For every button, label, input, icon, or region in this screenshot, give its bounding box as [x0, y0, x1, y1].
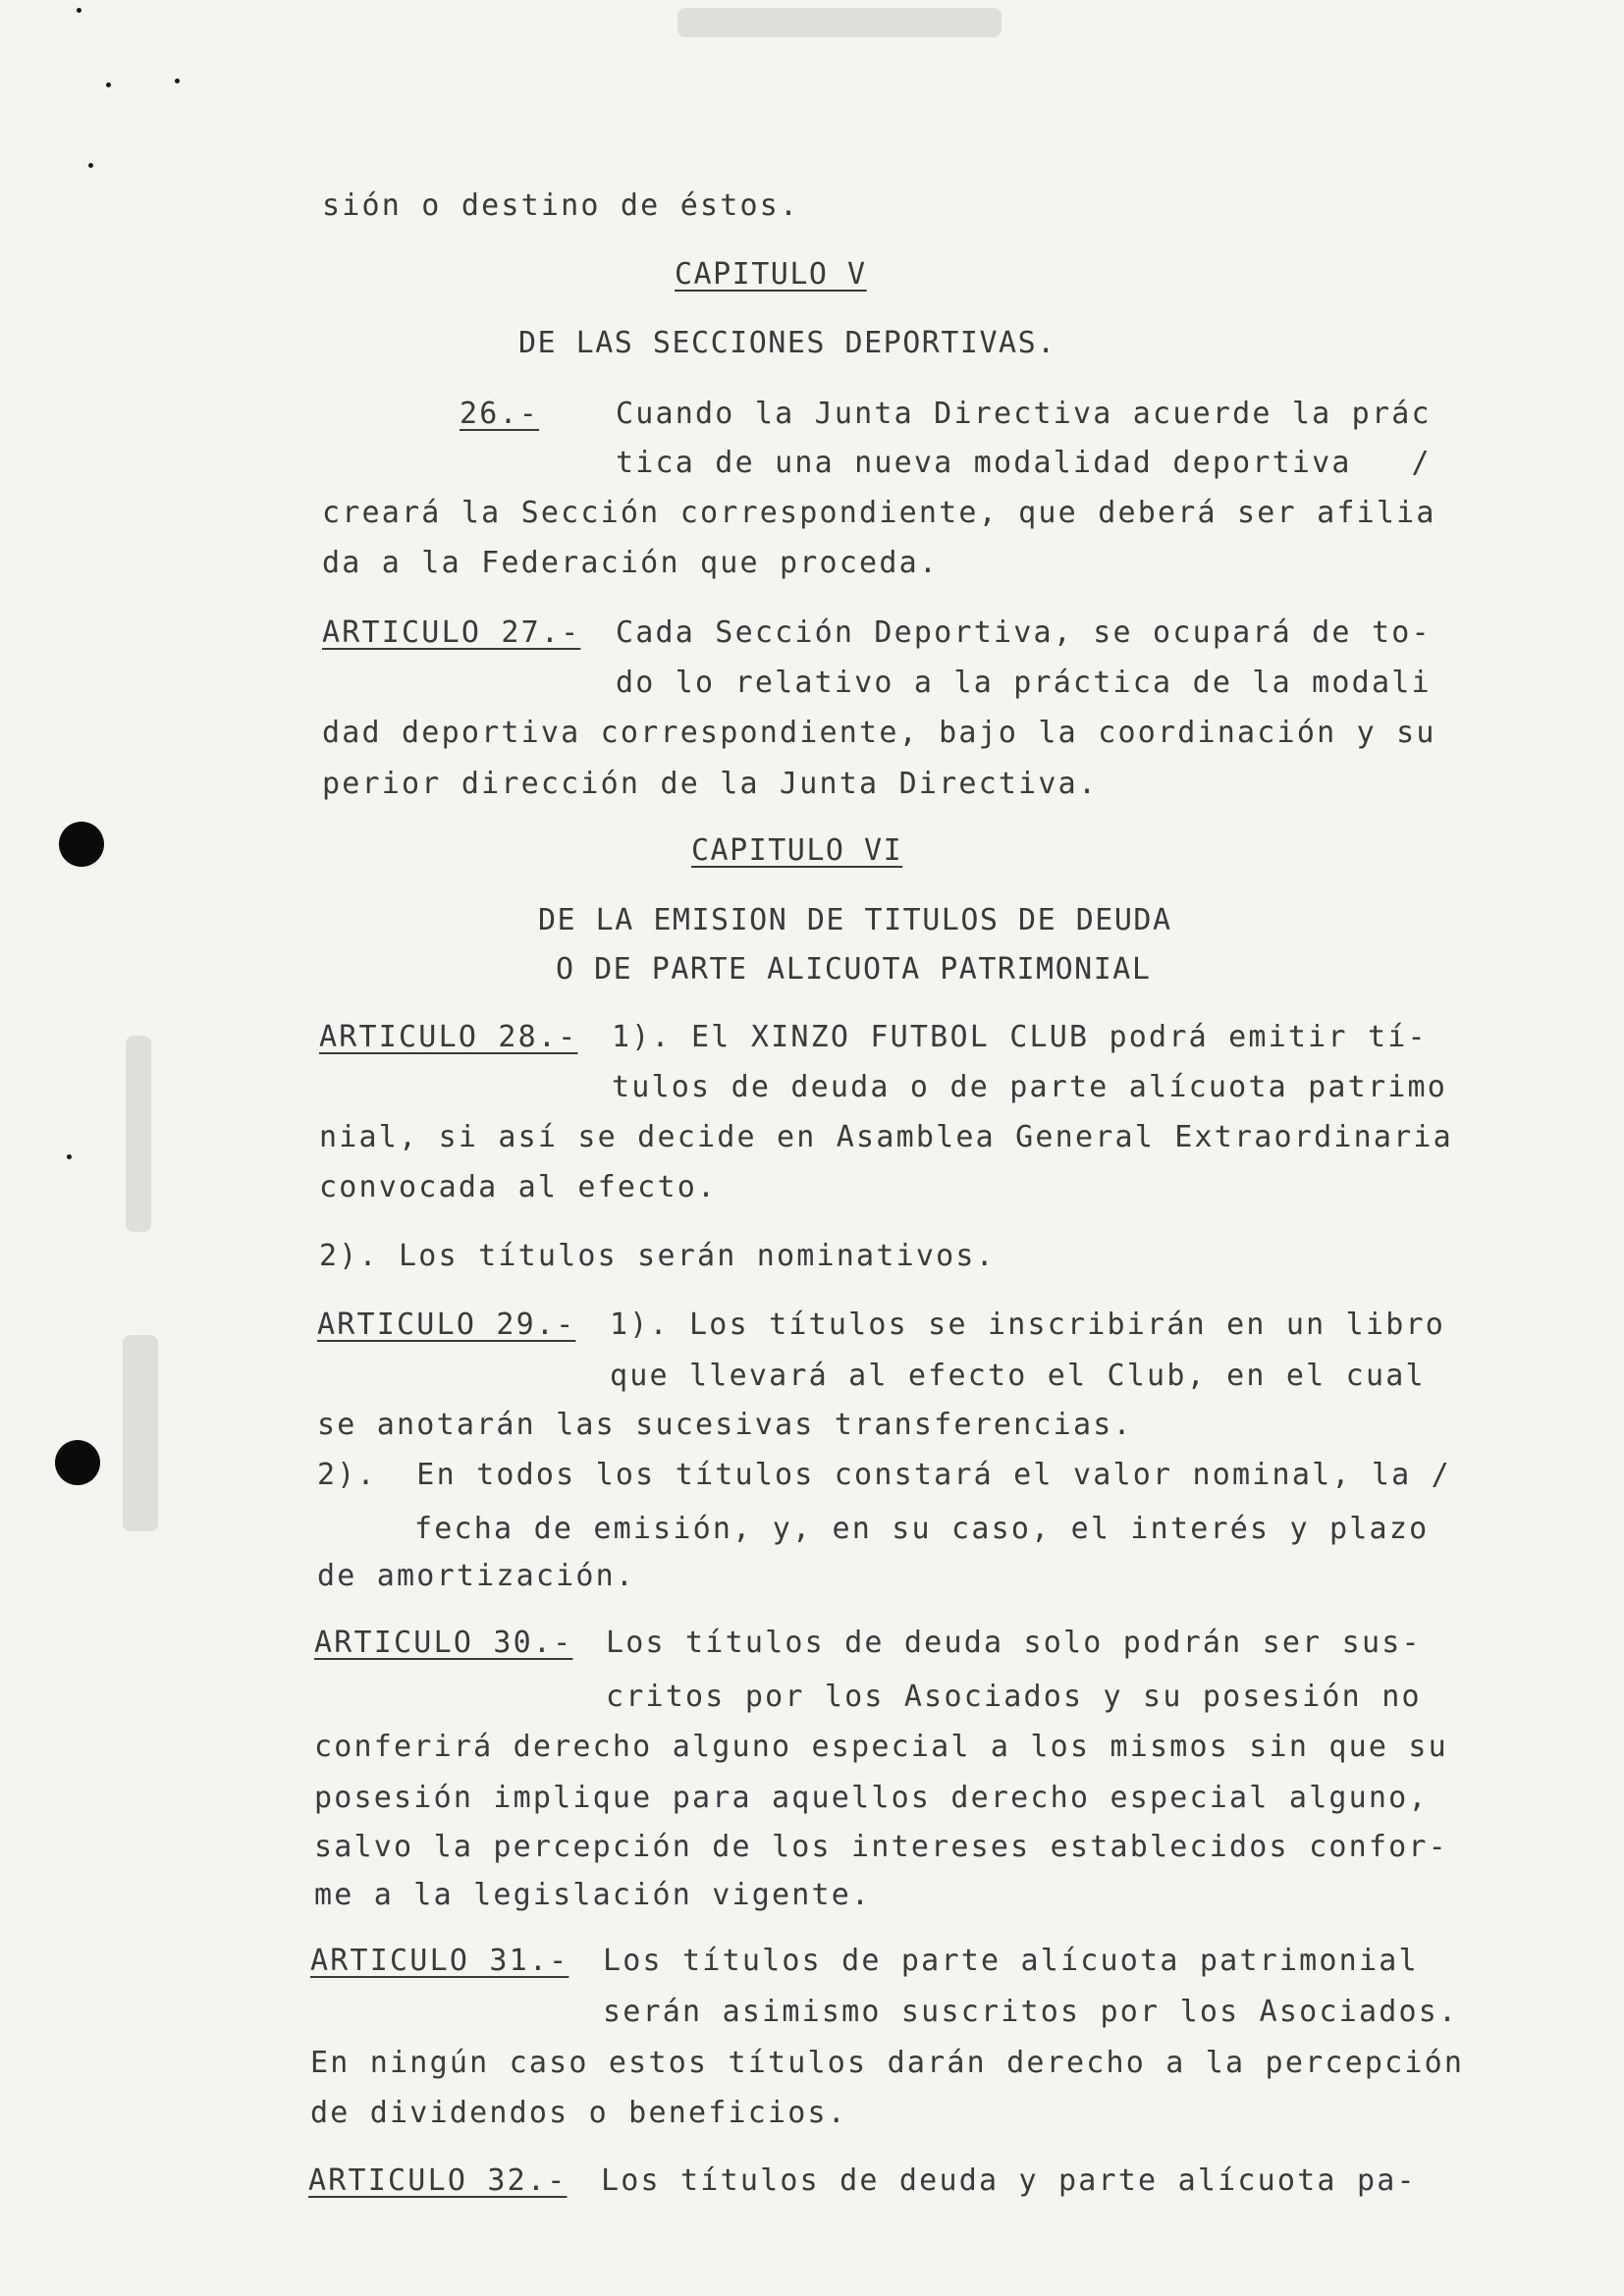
article-heading: ARTICULO 28.- — [319, 1020, 578, 1054]
text-line: que llevará al efecto el Club, en el cual — [610, 1359, 1426, 1393]
text-line: perior dirección de la Junta Directiva. — [322, 767, 1099, 801]
text-line: nial, si así se decide en Asamblea General Extraordinaria — [319, 1120, 1453, 1154]
chapter-subheading: DE LAS SECCIONES DEPORTIVAS. — [518, 326, 1056, 360]
text-line: 1). El XINZO FUTBOL CLUB podrá emitir tí- — [612, 1020, 1428, 1054]
text-line: critos por los Asociados y su posesión no — [606, 1680, 1422, 1714]
text-line: do lo relativo a la práctica de la modali — [616, 666, 1432, 700]
text-line: 1). Los títulos se inscribirán en un libro — [610, 1308, 1445, 1342]
text-line: tulos de deuda o de parte alícuota patrimo — [612, 1070, 1447, 1104]
text-line: creará la Sección correspondiente, que deberá ser afilia — [322, 496, 1436, 530]
article-number: 26.- — [460, 397, 540, 431]
text-line: sión o destino de éstos. — [322, 188, 800, 223]
text-line: serán asimismo suscritos por los Asociados. — [603, 1995, 1459, 2029]
chapter-subheading: O DE PARTE ALICUOTA PATRIMONIAL — [556, 952, 1152, 987]
text-line: de amortización. — [317, 1559, 636, 1593]
text-line: me a la legislación vigente. — [314, 1878, 872, 1912]
punch-hole-lower — [55, 1440, 100, 1485]
chapter-heading: CAPITULO VI — [691, 833, 903, 868]
text-line: conferirá derecho alguno especial a los mismos sin que su — [314, 1730, 1448, 1764]
chapter-subheading: DE LA EMISION DE TITULOS DE DEUDA — [538, 903, 1172, 937]
text-line: En ningún caso estos títulos darán derecho a la percepción — [310, 2046, 1465, 2080]
text-line: Los títulos de parte alícuota patrimonial — [603, 1944, 1419, 1978]
text-line: da a la Federación que proceda. — [322, 546, 940, 580]
scan-smudge — [677, 8, 1001, 37]
punch-hole-upper — [59, 822, 104, 867]
text-line: posesión implique para aquellos derecho especial alguno, — [314, 1781, 1429, 1815]
article-heading: ARTICULO 27.- — [322, 615, 581, 650]
text-line: 2). En todos los títulos constará el valor nominal, la / — [317, 1458, 1451, 1492]
text-line: 2). Los títulos serán nominativos. — [319, 1239, 996, 1273]
text-line: Los títulos de deuda y parte alícuota pa- — [601, 2163, 1417, 2198]
text-line: se anotarán las sucesivas transferencias. — [317, 1408, 1133, 1442]
article-heading: ARTICULO 29.- — [317, 1308, 576, 1342]
text-line: Los títulos de deuda solo podrán ser sus- — [606, 1626, 1422, 1660]
text-line: dad deportiva correspondiente, bajo la coordinación y su — [322, 716, 1436, 750]
scan-smudge — [123, 1335, 158, 1531]
article-heading: ARTICULO 31.- — [310, 1944, 569, 1978]
text-line: Cada Sección Deportiva, se ocupará de to- — [616, 615, 1432, 650]
text-line: salvo la percepción de los intereses establecidos confor- — [314, 1830, 1448, 1864]
ink-speck — [77, 8, 81, 13]
text-line: fecha de emisión, y, en su caso, el interés y plazo — [414, 1512, 1430, 1546]
text-line: Cuando la Junta Directiva acuerde la prác — [616, 397, 1432, 431]
text-line: tica de una nueva modalidad deportiva / — [616, 446, 1432, 480]
text-line: convocada al efecto. — [319, 1170, 718, 1204]
ink-speck — [106, 82, 111, 87]
text-line: de dividendos o beneficios. — [310, 2096, 848, 2130]
scan-smudge — [126, 1036, 151, 1232]
ink-speck — [88, 163, 93, 168]
ink-speck — [175, 79, 180, 83]
article-heading: ARTICULO 30.- — [314, 1626, 573, 1660]
ink-speck — [67, 1154, 72, 1159]
article-heading: ARTICULO 32.- — [308, 2163, 568, 2198]
chapter-heading: CAPITULO V — [675, 257, 867, 292]
